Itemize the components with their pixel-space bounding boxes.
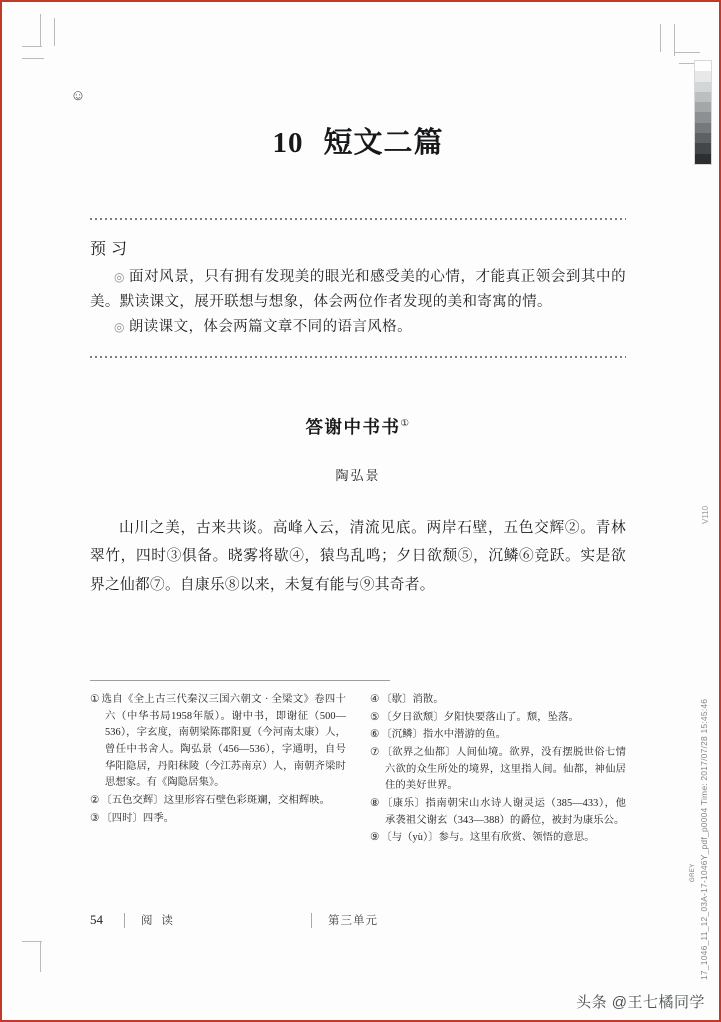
grayscale-calibration-strip — [694, 60, 712, 165]
footnote-marker: ⑨ — [370, 832, 380, 844]
footnote-text: 〔欲界之仙都〕人间仙境。欲界，没有摆脱世俗七情六欲的众生所处的境界，这里指人间。仙都，神仙居住的美好世界。 — [381, 747, 626, 792]
article-author: 陶弘景 — [335, 467, 381, 483]
crop-mark-top-left — [12, 14, 60, 60]
footnote-marker: ① — [90, 694, 100, 705]
footnote-item — [90, 692, 346, 792]
footnote-text: 〔五色交辉〕这里形容石壁色彩斑斓，交相辉映。 — [101, 795, 331, 807]
gray-swatch-2 — [695, 82, 711, 92]
footnote-marker: ⑤ — [370, 711, 380, 723]
gray-swatch-8 — [695, 143, 711, 153]
preview-item-text: 朗读课文，体会两篇文章不同的语言风格。 — [128, 318, 412, 335]
bullet-circle-icon: ◎ — [114, 270, 126, 284]
page-footer — [90, 912, 626, 928]
article-title — [90, 414, 626, 439]
footnote-item — [370, 692, 626, 709]
footnote-text: 〔康乐〕指南朝宋山水诗人谢灵运（385—433），他承袭祖父谢玄（343—388）的爵位，被封为康乐公。 — [381, 798, 626, 826]
article-body-text: 山川之美，古来共谈。高峰入云，清流见底。两岸石壁，五色交辉②。青林翠竹，四时③俱备。晓雾将歇④，猿鸟乱鸣；夕日欲颓⑤，沉鳞⑥竞跃。实是欲界之仙都⑦。自康乐⑧以来，未复有能与⑨其奇者。 — [90, 519, 626, 594]
lesson-number: 10 — [272, 127, 304, 159]
footnote-item — [370, 796, 626, 829]
lesson-title-text: 短文二篇 — [323, 127, 444, 159]
crop-mark-bottom-left — [12, 926, 60, 972]
footer-section-label: 阅 读 — [141, 915, 176, 927]
footnote-item — [370, 727, 626, 744]
gray-swatch-0 — [695, 61, 711, 71]
footnote-item — [90, 793, 346, 810]
footnote-item — [370, 745, 626, 795]
gray-swatch-4 — [695, 102, 711, 112]
crop-mark-top-right — [657, 14, 709, 64]
page-content-column — [90, 2, 626, 1020]
gray-swatch-1 — [695, 71, 711, 81]
footer-divider — [311, 913, 312, 928]
preview-item — [90, 315, 626, 340]
footnote-text: 选自《全上古三代秦汉三国六朝文 · 全梁文》卷四十六（中华书局1958年版）。谢中书，即谢征（500—536），字玄度，南朝梁陈郡阳夏（今河南太康）人，曾任中书舍人。陶弘景（456—536），字通明，自号华阳隐居，丹阳秣陵（今江苏南京）人，南朝齐梁时思想家。有《陶隐居集》。 — [101, 694, 346, 789]
footnote-item — [370, 710, 626, 727]
gray-swatch-3 — [695, 92, 711, 102]
footnote-marker: ⑧ — [370, 798, 380, 810]
footnotes-right-column — [370, 692, 626, 848]
footnote-marker: ④ — [370, 694, 380, 705]
page-number: 54 — [90, 912, 103, 927]
footnote-item — [90, 811, 346, 828]
version-mark-label: V110 — [701, 505, 710, 524]
footnotes-section — [90, 692, 626, 848]
footnote-text: 〔夕日欲颓〕夕阳快要落山了。颓，坠落。 — [381, 711, 579, 723]
footnote-marker: ② — [90, 795, 100, 807]
preview-item — [90, 265, 626, 315]
footnote-marker: ③ — [90, 812, 100, 824]
gray-swatch-7 — [695, 133, 711, 143]
gray-swatch-9 — [695, 154, 711, 164]
grayscale-strip-label: GREY — [690, 863, 696, 882]
preview-heading: 预习 — [90, 241, 133, 258]
dotted-divider-bottom — [90, 356, 626, 358]
preview-item-text: 面对风景，只有拥有发现美的眼光和感受美的心情，才能真正领会到其中的美。默读课文，展开联想与想象，体会两位作者发现的美和寄寓的情。 — [90, 269, 627, 310]
bullet-circle-icon: ◎ — [114, 319, 125, 334]
gray-swatch-5 — [695, 112, 711, 122]
article-title-footnote-marker: ① — [400, 418, 411, 429]
footer-divider — [124, 913, 125, 928]
footnote-divider-rule — [90, 680, 390, 681]
smiley-face-icon: ☺ — [70, 88, 86, 104]
scan-metadata-text: 17_1046_11_12_03A-17-1046Y_pdf_p0004 Time: 2017/07/28 15:45:46 — [699, 698, 709, 980]
gray-swatch-6 — [695, 123, 711, 133]
footnote-text: 〔沉鳞〕指水中潜游的鱼。 — [381, 729, 507, 741]
footnote-text: 〔与（yù）〕参与。这里有欣赏、领悟的意思。 — [381, 832, 595, 844]
footnotes-left-column — [90, 692, 346, 848]
page-title — [90, 120, 626, 161]
article-title-text: 答谢中书书 — [305, 416, 401, 437]
footnote-text: 〔歇〕消散。 — [381, 694, 444, 705]
preview-section — [90, 220, 626, 340]
footnote-text: 〔四时〕四季。 — [101, 812, 175, 824]
footnote-marker: ⑦ — [370, 747, 380, 759]
footnote-item — [370, 830, 626, 847]
footer-unit-label: 第三单元 — [328, 915, 378, 927]
watermark-text: 头条 @王七橘同学 — [576, 994, 705, 1011]
footnote-marker: ⑥ — [370, 729, 380, 741]
